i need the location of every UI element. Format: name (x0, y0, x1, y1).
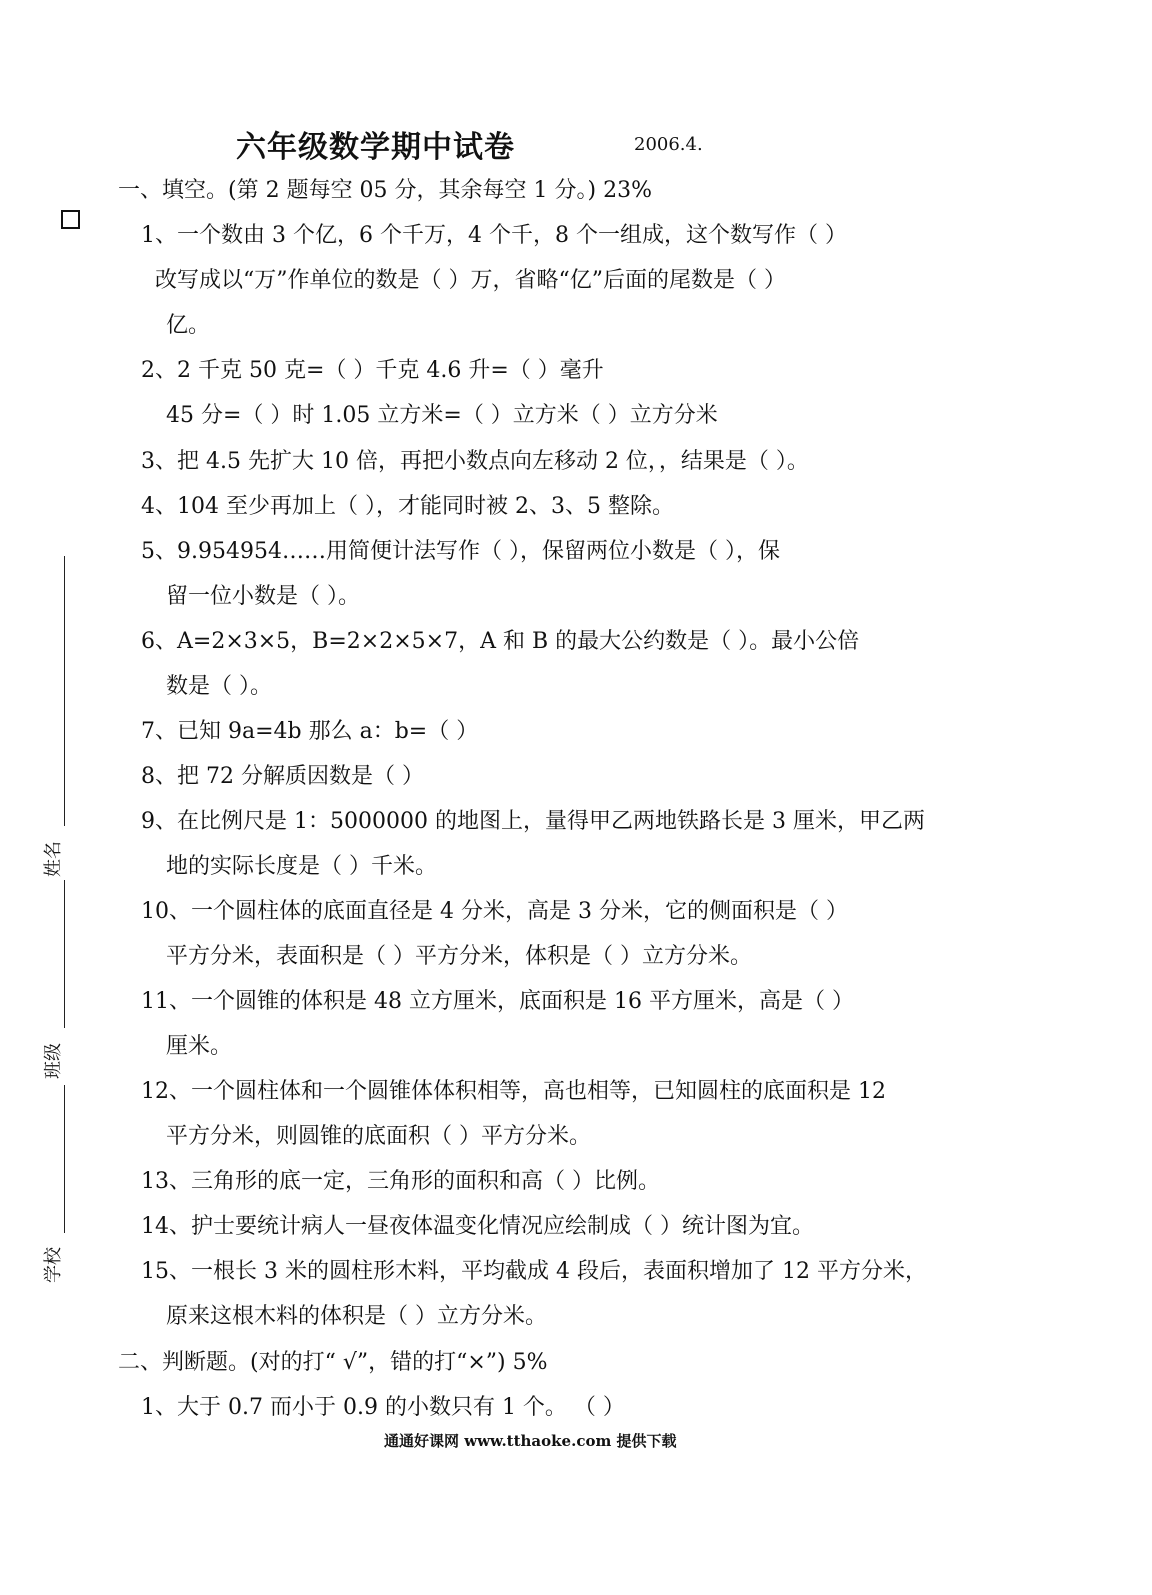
question-line: 14、护士要统计病人一昼夜体温变化情况应绘制成（ ）统计图为宜。 (141, 1214, 814, 1239)
question-line: 1、大于 0.7 而小于 0.9 的小数只有 1 个。 （ ） (141, 1395, 625, 1420)
question-line: 留一位小数是（ ）。 (166, 584, 360, 609)
question-line: 改写成以“万”作单位的数是（ ）万，省略“亿”后面的尾数是（ ） (155, 268, 786, 293)
question-line: 数是（ ）。 (166, 674, 272, 699)
class-blank-line[interactable] (64, 880, 65, 1028)
question-line: 11、一个圆锥的体积是 48 立方厘米，底面积是 16 平方厘米，高是（ ） (141, 989, 854, 1014)
question-line: 8、把 72 分解质因数是（ ） (141, 764, 424, 789)
name-blank-line[interactable] (64, 556, 65, 826)
question-line: 10、一个圆柱体的底面直径是 4 分米，高是 3 分米，它的侧面积是（ ） (141, 899, 848, 924)
question-line: 12、一个圆柱体和一个圆锥体体积相等，高也相等，已知圆柱的底面积是 12 (141, 1079, 886, 1104)
question-line: 13、三角形的底一定，三角形的面积和高（ ）比例。 (141, 1169, 660, 1194)
school-label: 学校 (43, 1247, 64, 1283)
question-line: 原来这根木料的体积是（ ）立方分米。 (166, 1304, 547, 1329)
question-line: 7、已知 9a=4b 那么 a：b=（ ） (141, 719, 479, 744)
question-line: 6、A=2×3×5，B=2×2×5×7，A 和 B 的最大公约数是（ ）。最小公倍 (141, 629, 860, 654)
margin-checkbox[interactable] (61, 210, 80, 229)
section-heading: 二、判断题。(对的打“ √”，错的打“×”) 5% (118, 1350, 548, 1375)
question-line: 亿。 (166, 313, 211, 338)
question-line: 平方分米，表面积是（ ）平方分米，体积是（ ）立方分米。 (166, 944, 752, 969)
question-line: 9、在比例尺是 1：5000000 的地图上，量得甲乙两地铁路长是 3 厘米，甲乙两 (141, 809, 925, 834)
exam-date: 2006.4. (634, 134, 703, 155)
question-line: 1、一个数由 3 个亿，6 个千万，4 个千，8 个一组成，这个数写作（ ） (141, 223, 847, 248)
question-line: 厘米。 (166, 1034, 233, 1059)
question-line: 15、一根长 3 米的圆柱形木料，平均截成 4 段后，表面积增加了 12 平方分米， (141, 1259, 927, 1284)
question-line: 平方分米，则圆锥的底面积（ ）平方分米。 (166, 1124, 591, 1149)
question-line: 2、2 千克 50 克=（ ）千克 4.6 升=（ ）毫升 (141, 358, 604, 383)
question-line: 3、把 4.5 先扩大 10 倍，再把小数点向左移动 2 位，，结果是（ ）。 (141, 449, 809, 474)
footer-text: 通通好课网 www.tthaoke.com 提供下载 (384, 1432, 677, 1450)
school-blank-line[interactable] (64, 1085, 65, 1233)
question-line: 5、9.954954……用简便计法写作（ ），保留两位小数是（ ），保 (141, 539, 780, 564)
name-label: 姓名 (43, 841, 64, 877)
page-title: 六年级数学期中试卷 (236, 130, 515, 165)
question-line: 地的实际长度是（ ）千米。 (166, 854, 437, 879)
question-line: 4、104 至少再加上（ ），才能同时被 2、3、5 整除。 (141, 494, 674, 519)
question-line: 45 分=（ ）时 1.05 立方米=（ ）立方米（ ）立方分米 (166, 403, 718, 428)
section-heading: 一、填空。(第 2 题每空 05 分，其余每空 1 分。) 23% (118, 178, 653, 203)
class-label: 班级 (43, 1043, 64, 1079)
